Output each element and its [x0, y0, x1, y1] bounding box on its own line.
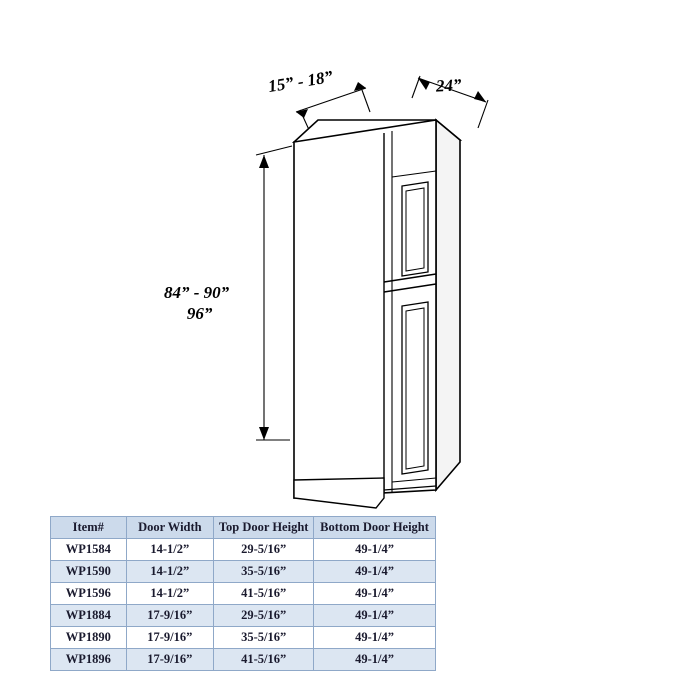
cell-bottom-door-height: 49-1/4” [314, 627, 436, 649]
spec-table-container [50, 516, 436, 671]
cell-item: WP1890 [51, 627, 127, 649]
table-header-row [51, 517, 436, 539]
table-row [51, 583, 436, 605]
spec-table [50, 516, 436, 671]
cell-door-width: 17-9/16” [126, 605, 214, 627]
table-row [51, 539, 436, 561]
top-door-panel-inner [406, 188, 424, 271]
toe-kick [294, 478, 384, 508]
height-dimension-label [164, 282, 229, 325]
cell-door-width: 14-1/2” [126, 583, 214, 605]
cell-item: WP1596 [51, 583, 127, 605]
cell-bottom-door-height: 49-1/4” [314, 605, 436, 627]
cell-bottom-door-height: 49-1/4” [314, 561, 436, 583]
cell-door-width: 17-9/16” [126, 627, 214, 649]
cell-item: WP1896 [51, 649, 127, 671]
column-header-item: Item# [51, 517, 127, 539]
cell-bottom-door-height: 49-1/4” [314, 649, 436, 671]
height-dimension-label-line1: 84” - 90” [164, 283, 230, 302]
cabinet-side-panel [436, 120, 460, 490]
cell-top-door-height: 29-5/16” [214, 539, 314, 561]
table-row [51, 561, 436, 583]
cell-bottom-door-height: 49-1/4” [314, 583, 436, 605]
cell-bottom-door-height: 49-1/4” [314, 539, 436, 561]
column-header-top-door-height: Top Door Height [214, 517, 314, 539]
table-row [51, 605, 436, 627]
cell-door-width: 14-1/2” [126, 561, 214, 583]
height-dimension-label-line2: 96” [186, 304, 213, 324]
column-header-bottom-door-height: Bottom Door Height [314, 517, 436, 539]
bottom-door-panel-inner [406, 308, 424, 469]
cell-item: WP1590 [51, 561, 127, 583]
cell-top-door-height: 35-5/16” [214, 627, 314, 649]
cell-item: WP1584 [51, 539, 127, 561]
cell-top-door-height: 35-5/16” [214, 561, 314, 583]
width-dimension-label: 15” - 18” [266, 67, 335, 96]
cell-door-width: 17-9/16” [126, 649, 214, 671]
table-row [51, 649, 436, 671]
depth-dimension-label: 24” [435, 75, 462, 96]
cell-top-door-height: 41-5/16” [214, 649, 314, 671]
cell-item: WP1884 [51, 605, 127, 627]
cell-door-width: 14-1/2” [126, 539, 214, 561]
cell-top-door-height: 41-5/16” [214, 583, 314, 605]
column-header-door-width: Door Width [126, 517, 214, 539]
cell-top-door-height: 29-5/16” [214, 605, 314, 627]
table-row [51, 627, 436, 649]
